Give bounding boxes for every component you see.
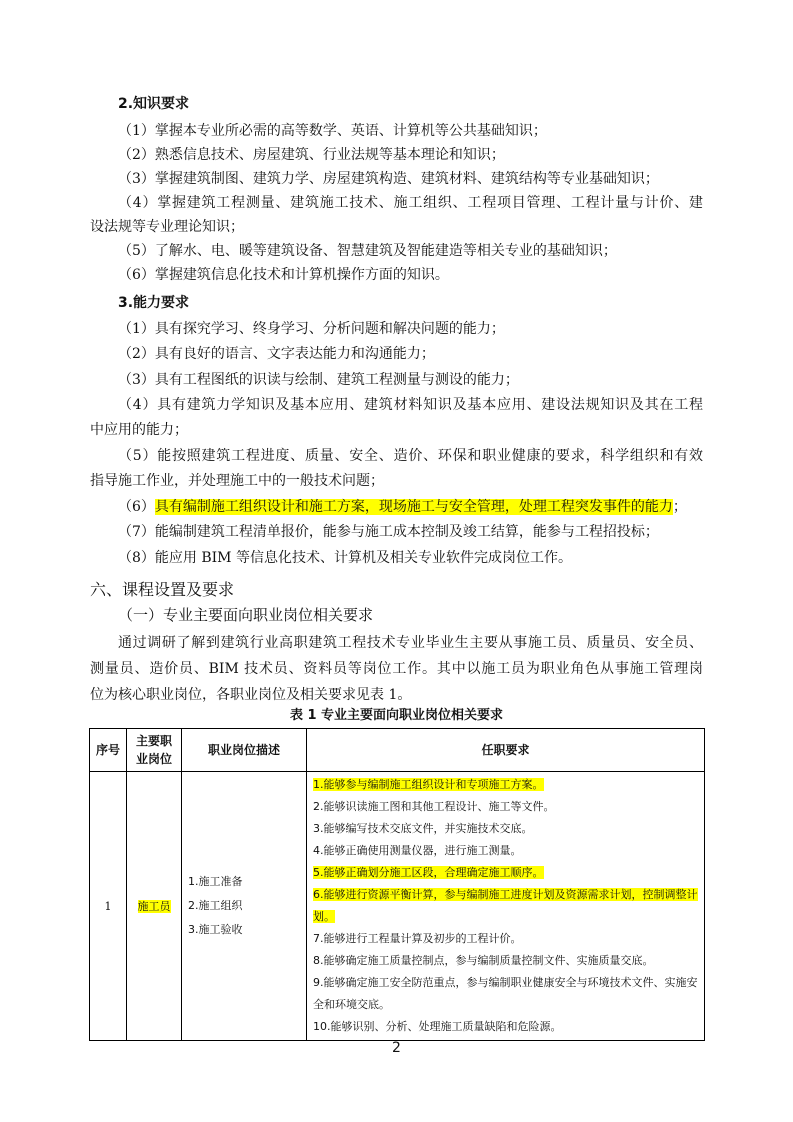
requirement-item-3: 3.能够编写技术交底文件，并实施技术交底。 bbox=[313, 822, 533, 835]
table-row bbox=[90, 772, 705, 1041]
ability-item-7: （7）能编制建筑工程清单报价，能参与施工成本控制及竣工结算，能参与工程招投标； bbox=[118, 524, 659, 540]
ability-title: 3.能力要求 bbox=[118, 295, 190, 311]
header-req: 任职要求 bbox=[307, 729, 705, 772]
requirement-item-8: 8.能够确定施工质量控制点，参与编制质量控制文件、实施质量交底。 bbox=[313, 954, 654, 967]
knowledge-item-6: （6）掌握建筑信息化技术和计算机操作方面的知识。 bbox=[118, 267, 449, 283]
section-6-subtitle: （一）专业主要面向职业岗位相关要求 bbox=[118, 606, 374, 624]
requirement-item-10: 10.能够识别、分析、处理施工质量缺陷和危险源。 bbox=[313, 1020, 562, 1033]
header-post-line1: 主要职 bbox=[135, 734, 172, 748]
knowledge-item-4-line2: 设法规等专业理论知识； bbox=[90, 219, 244, 235]
section-6-paragraph-line1: 通过调研了解到建筑行业高职建筑工程技术专业毕业生主要从事施工员、质量员、安全员、 bbox=[118, 635, 703, 651]
ability-item-6-prefix: （6） bbox=[118, 499, 155, 515]
section-6-paragraph-line2: 测量员、造价员、BIM 技术员、资料员等岗位工作。其中以施工员为职业角色从事施工管理岗 bbox=[90, 661, 703, 677]
requirement-item-2: 2.能够识读施工图和其他工程设计、施工等文件。 bbox=[313, 800, 555, 813]
ability-item-2: （2）具有良好的语言、文字表达能力和沟通能力； bbox=[118, 346, 435, 362]
requirements-table bbox=[89, 728, 705, 1041]
table-header-row bbox=[90, 729, 705, 772]
requirement-item-5: 5.能够正确划分施工区段，合理确定施工顺序。 bbox=[313, 866, 544, 879]
requirement-item-4: 4.能够正确使用测量仪器，进行施工测量。 bbox=[313, 844, 522, 857]
ability-item-4-line1: （4）具有建筑力学知识及基本应用、建筑材料知识及基本应用、建设法规知识及其在工程 bbox=[118, 397, 703, 413]
ability-item-6-highlight: 具有编制施工组织设计和施工方案，现场施工与安全管理，处理工程突发事件的能力 bbox=[154, 499, 673, 515]
ability-item-6-suffix: ； bbox=[672, 499, 687, 515]
table-caption: 表 1 专业主要面向职业岗位相关要求 bbox=[289, 708, 504, 723]
duty-item: 3.施工验收 bbox=[188, 923, 243, 936]
ability-item-4-line2: 中应用的能力； bbox=[90, 422, 188, 438]
duty-item: 2.施工组织 bbox=[188, 899, 243, 912]
section-6-paragraph-line3: 位为核心职业岗位，各职业岗位及相关要求见表 1。 bbox=[90, 687, 412, 703]
ability-item-5-line1: （5）能按照建筑工程进度、质量、安全、造价、环保和职业健康的要求，科学组织和有效 bbox=[118, 448, 703, 464]
knowledge-item-5: （5）了解水、电、暖等建筑设备、智慧建筑及智能建造等相关专业的基础知识； bbox=[118, 243, 617, 259]
knowledge-title: 2.知识要求 bbox=[118, 96, 190, 112]
knowledge-item-4-line1: （4）掌握建筑工程测量、建筑施工技术、施工组织、工程项目管理、工程计量与计价、建 bbox=[118, 195, 703, 211]
requirement-item-6: 6.能够进行资源平衡计算，参与编制施工进度计划及资源需求计划，控制调整计划。 bbox=[313, 888, 698, 923]
cell-post bbox=[127, 772, 182, 1041]
ability-item-1: （1）具有探究学习、终身学习、分析问题和解决问题的能力； bbox=[118, 321, 505, 337]
duty-item: 1.施工准备 bbox=[188, 875, 243, 888]
requirement-item-7: 7.能够进行工程量计算及初步的工程计价。 bbox=[313, 932, 522, 945]
post-highlight: 施工员 bbox=[137, 900, 171, 913]
knowledge-item-3: （3）掌握建筑制图、建筑力学、房屋建筑构造、建筑材料、建筑结构等专业基础知识； bbox=[118, 171, 659, 187]
page-number: 2 bbox=[392, 1040, 401, 1056]
ability-item-6 bbox=[118, 497, 687, 517]
section-6-title: 六、课程设置及要求 bbox=[90, 580, 235, 599]
ability-item-5-line2: 指导施工作业，并处理施工中的一般技术问题； bbox=[90, 473, 384, 489]
knowledge-item-1: （1）掌握本专业所必需的高等数学、英语、计算机等公共基础知识； bbox=[118, 123, 547, 139]
header-desc: 职业岗位描述 bbox=[182, 729, 307, 772]
cell-seq: 1 bbox=[90, 772, 127, 1041]
cell-duties bbox=[182, 772, 307, 1041]
requirement-item-1: 1.能够参与编制施工组织设计和专项施工方案。 bbox=[313, 778, 544, 791]
knowledge-item-2: （2）熟悉信息技术、房屋建筑、行业法规等基本理论和知识； bbox=[118, 147, 505, 163]
cell-requirements bbox=[307, 772, 705, 1041]
ability-item-8: （8）能应用 BIM 等信息化技术、计算机及相关专业软件完成岗位工作。 bbox=[118, 550, 572, 566]
header-post-line2: 业岗位 bbox=[135, 752, 172, 766]
requirement-item-9: 9.能够确定施工安全防范重点，参与编制职业健康安全与环境技术文件、实施安全和环境交底。 bbox=[313, 976, 698, 1011]
header-post bbox=[127, 729, 182, 772]
header-seq: 序号 bbox=[90, 729, 127, 772]
ability-item-3: （3）具有工程图纸的识读与绘制、建筑工程测量与测设的能力； bbox=[118, 372, 519, 388]
